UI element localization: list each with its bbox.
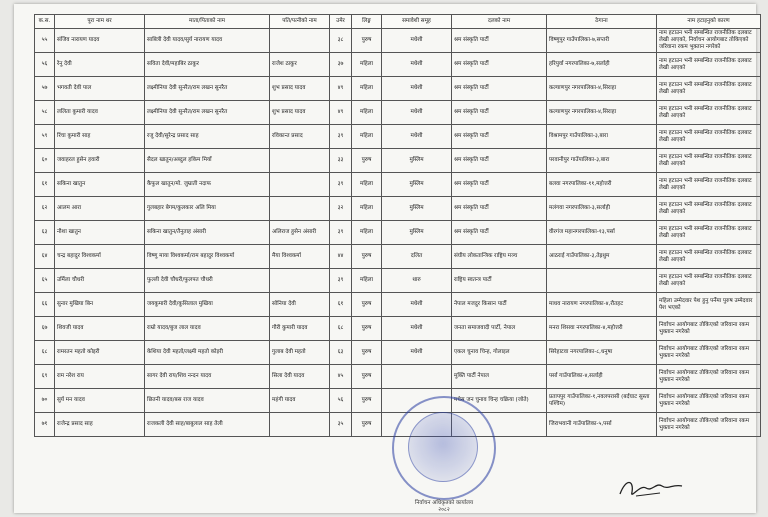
table-cell: सकिना खातुन [55, 173, 145, 197]
table-cell: केशिया देवी महतो/लक्ष्मी महतो कोइरी [145, 341, 270, 365]
table-row [35, 29, 761, 53]
table-cell: ३८ [330, 29, 352, 53]
table-cell [270, 149, 330, 173]
table-cell: जयकुमारी देवी/कुसिलाल मुखिया [145, 293, 270, 317]
table-cell: परवानीपुर गाउँपालिका-३,बारा [547, 149, 657, 173]
table-cell: रजु देवी/सुरेन्द्र प्रसाद साह [145, 125, 270, 149]
table-header-row [35, 15, 761, 29]
table-row [35, 317, 761, 341]
table-cell: रेनु देवी [55, 53, 145, 77]
table-cell: महिला [352, 101, 382, 125]
table-cell: महिला [352, 173, 382, 197]
table-cell: सागर देवी राय/शिव नन्दन यादव [145, 365, 270, 389]
table-cell: पुरुष [352, 317, 382, 341]
table-cell: शिवजी यादव [55, 317, 145, 341]
table-cell: निर्वाचन आयोगबाट तोकिएको जरिवाना रकम भुक्तान नगरेको [657, 413, 761, 437]
table-cell: मलंगवा नगरपालिका-३,सर्लाही [547, 197, 657, 221]
table-cell: ललिता कुमारी यादव [55, 101, 145, 125]
table-row [35, 77, 761, 101]
table-cell: राम नरेश राय [55, 365, 145, 389]
table-cell: विष्णुपुर गाउँपालिका-७,सप्तरी [547, 29, 657, 53]
table-cell: ३९ [330, 221, 352, 245]
table-cell: लक्ष्मीनिया देवी सुनरैत/राम लखन सुनरैत [145, 77, 270, 101]
table-row [35, 389, 761, 413]
seal-emblem [408, 412, 478, 482]
table-cell: श्रम संस्कृति पार्टी [452, 77, 547, 101]
table-cell: सोनिया देवी [270, 293, 330, 317]
table-cell: ३७ [330, 53, 352, 77]
table-cell: श्रम संस्कृति पार्टी [452, 221, 547, 245]
seal-line-1: निर्वाचन अधिकृतको कार्यालय [414, 500, 474, 506]
column-header: क.स. [35, 15, 55, 29]
signature [616, 474, 686, 502]
table-cell: एकल चुनाव चिन्ह, गोलाइल [452, 341, 547, 365]
table-cell: महिला [352, 125, 382, 149]
table-cell: कैफुल खातुन/मो. जुम्राती नदाफ [145, 173, 270, 197]
table-cell: निर्वाचन आयोगबाट तोकिएको जरिवाना रकम भुक्तान नगरेको [657, 341, 761, 365]
table-row [35, 365, 761, 389]
table-cell: नाम हटाउन भनी सम्बन्धित राजनीतिक दलबाट लेखी आएको [657, 221, 761, 245]
table-cell: ७१ [35, 413, 55, 437]
table-cell: मधेशी [382, 53, 452, 77]
table-cell: मधेशी [382, 317, 452, 341]
table-cell: विष्णु माया विश्वकर्मा/राम बहादुर विश्वकर्मा [145, 245, 270, 269]
table-cell: पुरुष [352, 365, 382, 389]
table-cell: ६२ [35, 197, 55, 221]
column-header: पूरा नाम थर [55, 15, 145, 29]
table-cell: पुरुष [352, 149, 382, 173]
table-cell: सविता देवी/महाबिर ठाकुर [145, 53, 270, 77]
table-cell: मधेशी [382, 101, 452, 125]
table-cell [270, 269, 330, 293]
table-cell: ४५ [330, 365, 352, 389]
table-cell: नाम हटाउन भनी सम्बन्धित राजनीतिक दलबाट लेखी आएको [657, 101, 761, 125]
table-cell: मुस्लिम [382, 197, 452, 221]
table-cell: पुरुष [352, 413, 382, 437]
table-cell: कल्याणपुर नगरपालिका-४,सिराहा [547, 77, 657, 101]
table-cell: लक्ष्मीनिया देवी सुनरैत/राम लखन सुनरैत [145, 101, 270, 125]
table-cell: सैदल खातुन/अब्दुल हकिम मियाँ [145, 149, 270, 173]
table-cell: मुस्लिम [382, 221, 452, 245]
table-cell: कल्याणपुर नगरपालिका-४,सिराहा [547, 101, 657, 125]
table-row [35, 269, 761, 293]
table-cell: गुलबहार बेगम/कुलकार अलि मिया [145, 197, 270, 221]
column-header: लिङ्ग [352, 15, 382, 29]
table-cell [270, 29, 330, 53]
table-cell: निर्वाचन आयोगबाट तोकिएको जरिवाना रकम भुक्तान नगरेको [657, 365, 761, 389]
table-cell: चन्द्र बहादुर विश्वकर्मा [55, 245, 145, 269]
table-cell: दलित [382, 245, 452, 269]
table-cell: रामरतन महतो कोइरी [55, 341, 145, 365]
table-cell: सकिना खातुन/तैनुताह अंसारी [145, 221, 270, 245]
table-cell: महिला [352, 53, 382, 77]
table-cell: पुरुष [352, 293, 382, 317]
table-cell: नाम हटाउन भनी सम्बन्धित राजनीतिक दलबाट लेखी आएको [657, 173, 761, 197]
table-cell: फुल्ली देवी चौधरी/फुलपत चौधरी [145, 269, 270, 293]
seal-line-2: २०८२ [438, 507, 450, 513]
table-cell: नौशा खातुन [55, 221, 145, 245]
table-cell: महिला [352, 269, 382, 293]
table-cell: गौरी कुमारी यादव [270, 317, 330, 341]
table-cell: श्रम संस्कृति पार्टी [452, 149, 547, 173]
table-cell: सुनार मुखिया बिन [55, 293, 145, 317]
table-cell: ३३ [330, 149, 352, 173]
table-cell: नाम हटाउन भनी सम्बन्धित राजनीतिक दलबाट लेखी आएको [657, 269, 761, 293]
table-cell: महिला उम्मेदवार पेश हुनु पर्नेमा पुरुष उम्मेदवार पेश भएको [657, 293, 761, 317]
table-cell: ६८ [330, 317, 352, 341]
table-cell: निर्वाचन आयोगबाट तोकिएको जरिवाना रकम भुक्तान नगरेको [657, 317, 761, 341]
table-cell: नाम हटाउन भनी सम्बन्धित राजनीतिक दलबाट लेखी आएको [657, 53, 761, 77]
table-cell: ४९ [330, 101, 352, 125]
table-cell [547, 269, 657, 293]
column-header: नाम हटाइनुको कारण [657, 15, 761, 29]
table-row [35, 341, 761, 365]
table-cell: श्रम संस्कृति पार्टी [452, 125, 547, 149]
table-cell: जनता समाजवादी पार्टी, नेपाल [452, 317, 547, 341]
table-cell: गुलाब देवी महतो [270, 341, 330, 365]
table-cell: मधेशी [382, 125, 452, 149]
table-cell: मधेशी [382, 29, 452, 53]
table-cell: नाम हटाउन भनी सम्बन्धित राजनीतिक दलबाट लेखी आएको [657, 77, 761, 101]
table-cell: श्रम संस्कृति पार्टी [452, 53, 547, 77]
table-cell: थारु [382, 269, 452, 293]
table-cell: ६३ [330, 341, 352, 365]
table-cell: श्रम संस्कृति पार्टी [452, 197, 547, 221]
table-cell: वीरगंज महानगरपालिका-१३,पर्सा [547, 221, 657, 245]
table-cell: राजेन्द्र प्रसाद साह [55, 413, 145, 437]
table-cell: संजिव नारायण यादव [55, 29, 145, 53]
table-cell: मुस्लिम [382, 149, 452, 173]
table-cell: महिला [352, 221, 382, 245]
table-cell: मधेशी [382, 77, 452, 101]
table-cell: ५९ [35, 125, 55, 149]
table-cell: ४९ [330, 77, 352, 101]
table-cell: ३९ [330, 269, 352, 293]
table-cell: राजकली देवी साह/बाबुलाल साह तेली [145, 413, 270, 437]
table-cell: राजेश ठाकुर [270, 53, 330, 77]
table-row [35, 221, 761, 245]
table-cell: महंगी यादव [270, 389, 330, 413]
table-cell: ६५ [35, 269, 55, 293]
table-cell: ५८ [35, 101, 55, 125]
table-cell: नाम हटाउन भनी सम्बन्धित राजनीतिक दलबाट लेखी आएको [657, 149, 761, 173]
table-cell: नाम हटाउन भनी सम्बन्धित राजनीतिक दलबाट लेखी आएको [657, 197, 761, 221]
table-cell [270, 197, 330, 221]
table-cell: ३९ [330, 173, 352, 197]
table-cell: हरिपुर्वा नगरपालिका-७,सर्लाही [547, 53, 657, 77]
table-cell: मनरा शिसवा नगरपालिका-४,महोत्तरी [547, 317, 657, 341]
table-cell: ६३ [35, 221, 55, 245]
table-row [35, 293, 761, 317]
table-cell: मैया विश्वकर्मा [270, 245, 330, 269]
table-cell: सिरेहाटवा नगरपालिका-८,धनुषा [547, 341, 657, 365]
table-cell: सिला देवी यादव [270, 365, 330, 389]
table-cell: मधेशी [382, 341, 452, 365]
table-cell: ६१ [35, 173, 55, 197]
table-cell: ६९ [35, 365, 55, 389]
table-cell: ६६ [35, 293, 55, 317]
table-cell: मधेशी [382, 293, 452, 317]
table-cell: जिराभवानी गाउँपालिका-५,पर्सा [547, 413, 657, 437]
table-cell [270, 173, 330, 197]
table-cell: विश्रामपुर गाउँपालिका-३,बारा [547, 125, 657, 149]
table-cell: साबित्री देवी यादव/सुर्य नारायण यादव [145, 29, 270, 53]
table-cell: रविकान्त प्रसाद [270, 125, 330, 149]
document-page [14, 4, 756, 513]
column-header: समावेशी समूह [382, 15, 452, 29]
table-cell: पुरुष [352, 389, 382, 413]
table-cell: श्रम संस्कृति पार्टी [452, 101, 547, 125]
table-row [35, 197, 761, 221]
table-cell: भगवती देवी पाल [55, 77, 145, 101]
table-cell: राम्रो यादव/बुज लाल यादव [145, 317, 270, 341]
table-cell: नाम हटाउन भनी सम्बन्धित राजनीतिक दलबाट लेखी आएको [657, 125, 761, 149]
table-cell: मधेस जन चुनाव चिन्ह चक्रिया (जोते) [452, 389, 547, 413]
table-cell: श्रम संस्कृति पार्टी [452, 173, 547, 197]
table-cell: ५६ [35, 53, 55, 77]
column-header: माता/पिताको नाम [145, 15, 270, 29]
table-row [35, 101, 761, 125]
table-cell: पुरुष [352, 341, 382, 365]
table-cell: ३९ [330, 125, 352, 149]
table-cell: संघीय लोकतान्त्रिक राष्ट्रिय मञ्च [452, 245, 547, 269]
office-seal [392, 396, 496, 513]
table-cell: ६१ [330, 293, 352, 317]
table-cell: महिला [352, 197, 382, 221]
seal-text [394, 500, 494, 514]
table-row [35, 149, 761, 173]
table-cell [270, 413, 330, 437]
table-row [35, 245, 761, 269]
table-cell: ३५ [330, 413, 352, 437]
table-cell: महिला [352, 77, 382, 101]
table-cell: जवाहरल हुसेन हवारी [55, 149, 145, 173]
table-cell: प्रतापपुर गाउँपालिका-१,नवलपरासी (बर्दघाट सुस्ता पश्चिम) [547, 389, 657, 413]
table-cell: शुभ प्रसाद यादव [270, 101, 330, 125]
table-cell: ३२ [330, 197, 352, 221]
table-cell: अलिराज हुसेन अंसारी [270, 221, 330, 245]
table-cell [382, 365, 452, 389]
table-cell: नेपाल मजदुर किसान पार्टी [452, 293, 547, 317]
table-cell: श्रम संस्कृति पार्टी [452, 29, 547, 53]
table-cell: शुभ प्रसाद यादव [270, 77, 330, 101]
table-cell: ५६ [330, 389, 352, 413]
column-header: दलको नाम [452, 15, 547, 29]
table-row [35, 53, 761, 77]
table-cell: राष्ट्रिय स्वतन्त्र पार्टी [452, 269, 547, 293]
table-cell: मुस्लिम [382, 173, 452, 197]
table-cell: ४४ [330, 245, 352, 269]
table-cell: माधव नारायण नगरपालिका-४,रौतहट [547, 293, 657, 317]
table-cell: पुरुष [352, 245, 382, 269]
table-cell: ७० [35, 389, 55, 413]
table-cell: सुर्य मन यादव [55, 389, 145, 413]
table-cell: पुरुष [352, 29, 382, 53]
table-cell: छितनी यादव/बस राज यादव [145, 389, 270, 413]
table-cell: ५५ [35, 29, 55, 53]
table-cell: मुक्ति पार्टी नेपाल [452, 365, 547, 389]
table-row [35, 125, 761, 149]
candidate-table [34, 14, 761, 437]
table-cell: उर्मिला चौधरी [55, 269, 145, 293]
table-cell: ५७ [35, 77, 55, 101]
table-row [35, 173, 761, 197]
table-cell: नाम हटाउन भनी सम्बन्धित राजनीतिक दलबाट लेखी आएको [657, 245, 761, 269]
table-cell: पर्सा गाउँपालिका-४,सर्लाही [547, 365, 657, 389]
table-body [35, 29, 761, 437]
table-cell: आलम आरा [55, 197, 145, 221]
table-cell: ६७ [35, 317, 55, 341]
column-header: उमेर [330, 15, 352, 29]
table-cell: ६० [35, 149, 55, 173]
table-cell: रिंचा कुमारी साह [55, 125, 145, 149]
table-cell: नाम हटाउन भनी सम्बन्धित राजनीतिक दलबाट लेखी आएको, निर्वाचन आयोगबाट तोकिएको जरिवाना रकम भुक्तान नगरेको [657, 29, 761, 53]
table-cell: बलवा नगरपालिका-११,महोत्तरी [547, 173, 657, 197]
column-header: ठेगाना [547, 15, 657, 29]
table-cell: आठराई गाउँपालिका-३,तेह्रथुम [547, 245, 657, 269]
table-cell: निर्वाचन आयोगबाट तोकिएको जरिवाना रकम भुक्तान नगरेको [657, 389, 761, 413]
table-cell: ६४ [35, 245, 55, 269]
column-header: पति/पत्नीको नाम [270, 15, 330, 29]
table-cell: ६८ [35, 341, 55, 365]
